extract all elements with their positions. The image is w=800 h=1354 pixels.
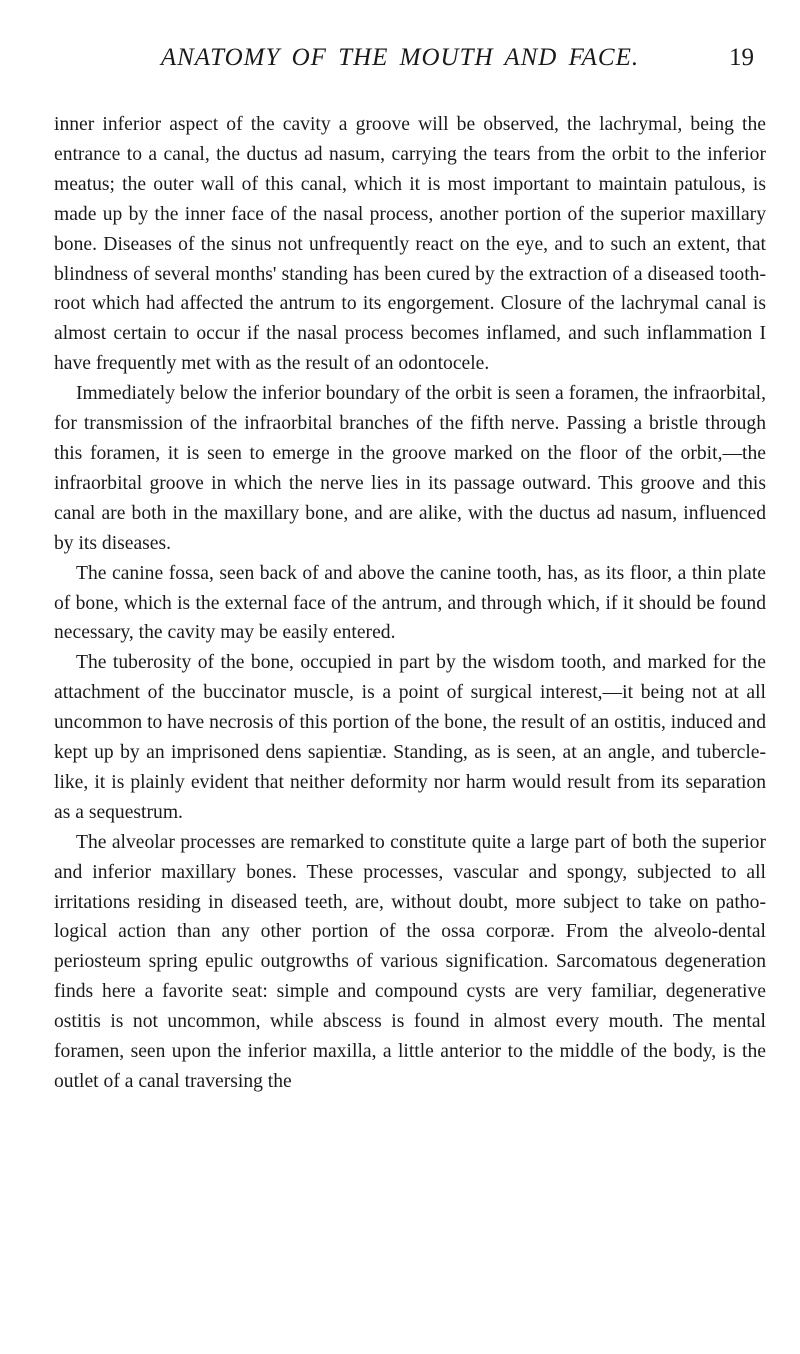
running-head [0,38,800,78]
page-number: 19 [729,44,754,71]
paragraph-alveolar-processes: The alveolar processes are remarked to constitute quite a large part of both the superior and inferior maxillary bones. These processes, vascular and spongy, subjected to all irritations residing in diseased teeth, are, without doubt, more subject to take on pathological action than any other portion of the ossa corporæ. From the alveolo-dental periosteum spring epulic outgrowths of various signification. Sarcomatous degeneration finds here a favorite seat: simple and compound cysts are very familiar, degenerative ostitis is not uncommon, while abscess is found in almost every mouth. The mental foramen, seen upon the inferior maxilla, a little anterior to the middle of the body, is the outlet of a canal traversing the [54,831,766,1092]
body-text [54,110,766,1097]
paragraph-canine-fossa: The canine fossa, seen back of and above the canine tooth, has, as its floor, a thin plate of bone, which is the external face of the antrum, and through which, if it should be found necessary, the cavity may be easily entered. [54,562,766,644]
running-title: ANATOMY OF THE MOUTH AND FACE. [160,44,640,71]
paragraph-tuberosity: The tuberosity of the bone, occupied in part by the wisdom tooth, and marked for the attachment of the buccinator muscle, is a point of surgical interest,—it being not at all uncommon to have necrosis of this portion of the bone, the result of an ostitis, induced and kept up by an imprisoned dens sapientiæ. Standing, as is seen, at an angle, and tubercle-like, it is plainly evident that neither deformity nor harm would result from its separation as a sequestrum. [54,652,766,823]
paragraph-lachrymal-canal: inner inferior aspect of the cavity a groove will be observed, the lachrymal, being the entrance to a canal, the ductus ad nasum, carrying the tears from the orbit to the inferior meatus; the outer wall of this canal, which it is most important to maintain patulous, is made up by the inner face of the nasal process, another portion of the superior maxillary bone. Diseases of the sinus not unfrequently react on the eye, and to such an extent, that blindness of several months' standing has been cured by the extraction of a diseased tooth-root which had affected the antrum to its engorgement. Closure of the lachrymal canal is almost certain to occur if the nasal process becomes inflamed, and such inflammation I have frequently met with as the result of an odontocele. [54,114,766,375]
paragraph-infraorbital-foramen: Immediately below the inferior boundary of the orbit is seen a foramen, the infraorbital, for transmission of the infraorbital branches of the fifth nerve. Passing a bristle through this foramen, it is seen to emerge in the groove marked on the floor of the orbit,—the infraorbital groove in which the nerve lies in its passage outward. This groove and this canal are both in the maxillary bone, and are alike, with the ductus ad nasum, influenced by its diseases. [54,383,766,554]
